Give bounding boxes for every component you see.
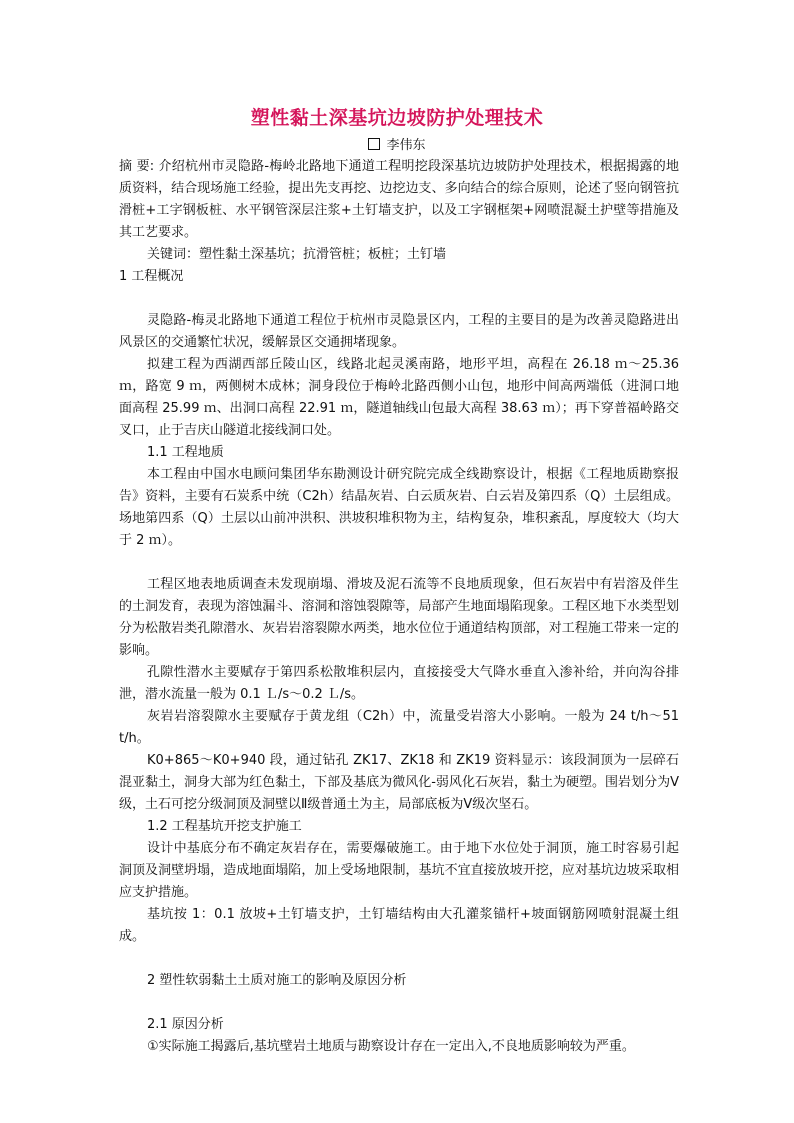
paragraph: 灵隐路-梅灵北路地下通道工程位于杭州市灵隐景区内，工程的主要目的是为改善灵隐路进出风景区的交通繁忙状况，缓解景区交通拥堵现象。 bbox=[119, 313, 679, 350]
spacer bbox=[119, 288, 679, 310]
checkbox-icon bbox=[368, 138, 380, 150]
abstract: 摘 要: 介绍杭州市灵隐路-梅岭北路地下通道工程明挖段深基坑边坡防护处理技术，根据揭露的地质资料，结合现场施工经验，提出先支再挖、边挖边支、多向结合的综合原则，论述了竖向钢管抗滑桩+工字钢板桩、水平钢管深层注浆+土钉墙支护，以及工字钢框架+网喷混凝土护壁等措施及其工艺要求。 bbox=[119, 159, 679, 240]
section-heading-2: 2 塑性软弱黏土土质对施工的影响及原因分析 bbox=[147, 973, 407, 988]
author-name: 李伟东 bbox=[386, 138, 426, 153]
document-body bbox=[119, 156, 679, 1058]
keywords: 关键词：塑性黏土深基坑；抗滑管桩；板桩；土钉墙 bbox=[147, 247, 447, 262]
paragraph: 孔隙性潜水主要赋存于第四系松散堆积层内，直接接受大气降水垂直入渗补给，并向沟谷排泄，潜水流量一般为 0.1 Ｌ/s～0.2 Ｌ/s。 bbox=[119, 665, 679, 702]
paragraph: 基坑按 1：0.1 放坡+土钉墙支护，土钉墙结构由大孔灌浆锚杆+坡面钢筋网喷射混凝土组成。 bbox=[119, 907, 679, 944]
section-heading-1: 1 工程概况 bbox=[119, 269, 184, 284]
section-heading-1-2: 1.2 工程基坑开挖支护施工 bbox=[147, 819, 302, 834]
paragraph: 本工程由中国水电顾问集团华东勘测设计研究院完成全线勘察设计，根据《工程地质勘察报告》资料，主要有石炭系中统（C2h）结晶灰岩、白云质灰岩、白云岩及第四系（Q）土层组成。场地第四系（Q）土层以山前冲洪积、洪坡积堆积物为主，结构复杂，堆积紊乱，厚度较大（均大于 2 ｍ）。 bbox=[119, 467, 679, 548]
section-heading-2-1: 2.1 原因分析 bbox=[147, 1017, 224, 1032]
document-title: 塑性黏土深基坑边坡防护处理技术 bbox=[250, 107, 544, 129]
paragraph: K0+865～K0+940 段，通过钻孔 ZK17、ZK18 和 ZK19 资料显示：该段洞顶为一层碎石混亚黏土，洞身大部为红色黏土，下部及基底为微风化-弱风化石灰岩，黏土为硬塑。围岩划分为Ⅴ级，土石可挖分级洞顶及洞壁以Ⅱ级普通土为主，局部底板为Ⅴ级次坚石。 bbox=[119, 753, 679, 812]
author-line bbox=[0, 137, 794, 155]
spacer bbox=[119, 552, 679, 574]
paragraph: 设计中基底分布不确定灰岩存在，需要爆破施工。由于地下水位处于洞顶，施工时容易引起洞顶及洞壁坍塌，造成地面塌陷，加上受场地限制，基坑不宜直接放坡开挖，应对基坑边坡采取相应支护措施。 bbox=[119, 841, 679, 900]
section-heading-1-1: 1.1 工程地质 bbox=[147, 445, 224, 460]
paragraph: 拟建工程为西湖西部丘陵山区，线路北起灵溪南路，地形平坦，高程在 26.18 ｍ～25.36 ｍ，路宽 9 ｍ，两侧树木成林；洞身段位于梅岭北路西侧小山包，地形中间高两端低（进洞口地面高程 25.99 ｍ、出洞口高程 22.91 ｍ，隧道轴线山包最大高程 38.63 ｍ）；再下穿普福岭路交叉口，止于吉庆山隧道北接线洞口处。 bbox=[119, 357, 679, 438]
spacer bbox=[119, 948, 679, 970]
paragraph: 灰岩岩溶裂隙水主要赋存于黄龙组（C2h）中，流量受岩溶大小影响。一般为 24 t/h～51 t/h。 bbox=[119, 709, 679, 746]
spacer bbox=[119, 992, 679, 1014]
paragraph: 工程区地表地质调查未发现崩塌、滑坡及泥石流等不良地质现象，但石灰岩中有岩溶及伴生的土洞发育，表现为溶蚀漏斗、溶洞和溶蚀裂隙等，局部产生地面塌陷现象。工程区地下水类型划分为松散岩类孔隙潜水、灰岩岩溶裂隙水两类，地水位位于通道结构顶部，对工程施工带来一定的影响。 bbox=[119, 577, 679, 658]
paragraph: ①实际施工揭露后,基坑壁岩土地质与勘察设计存在一定出入,不良地质影响较为严重。 bbox=[147, 1039, 635, 1054]
